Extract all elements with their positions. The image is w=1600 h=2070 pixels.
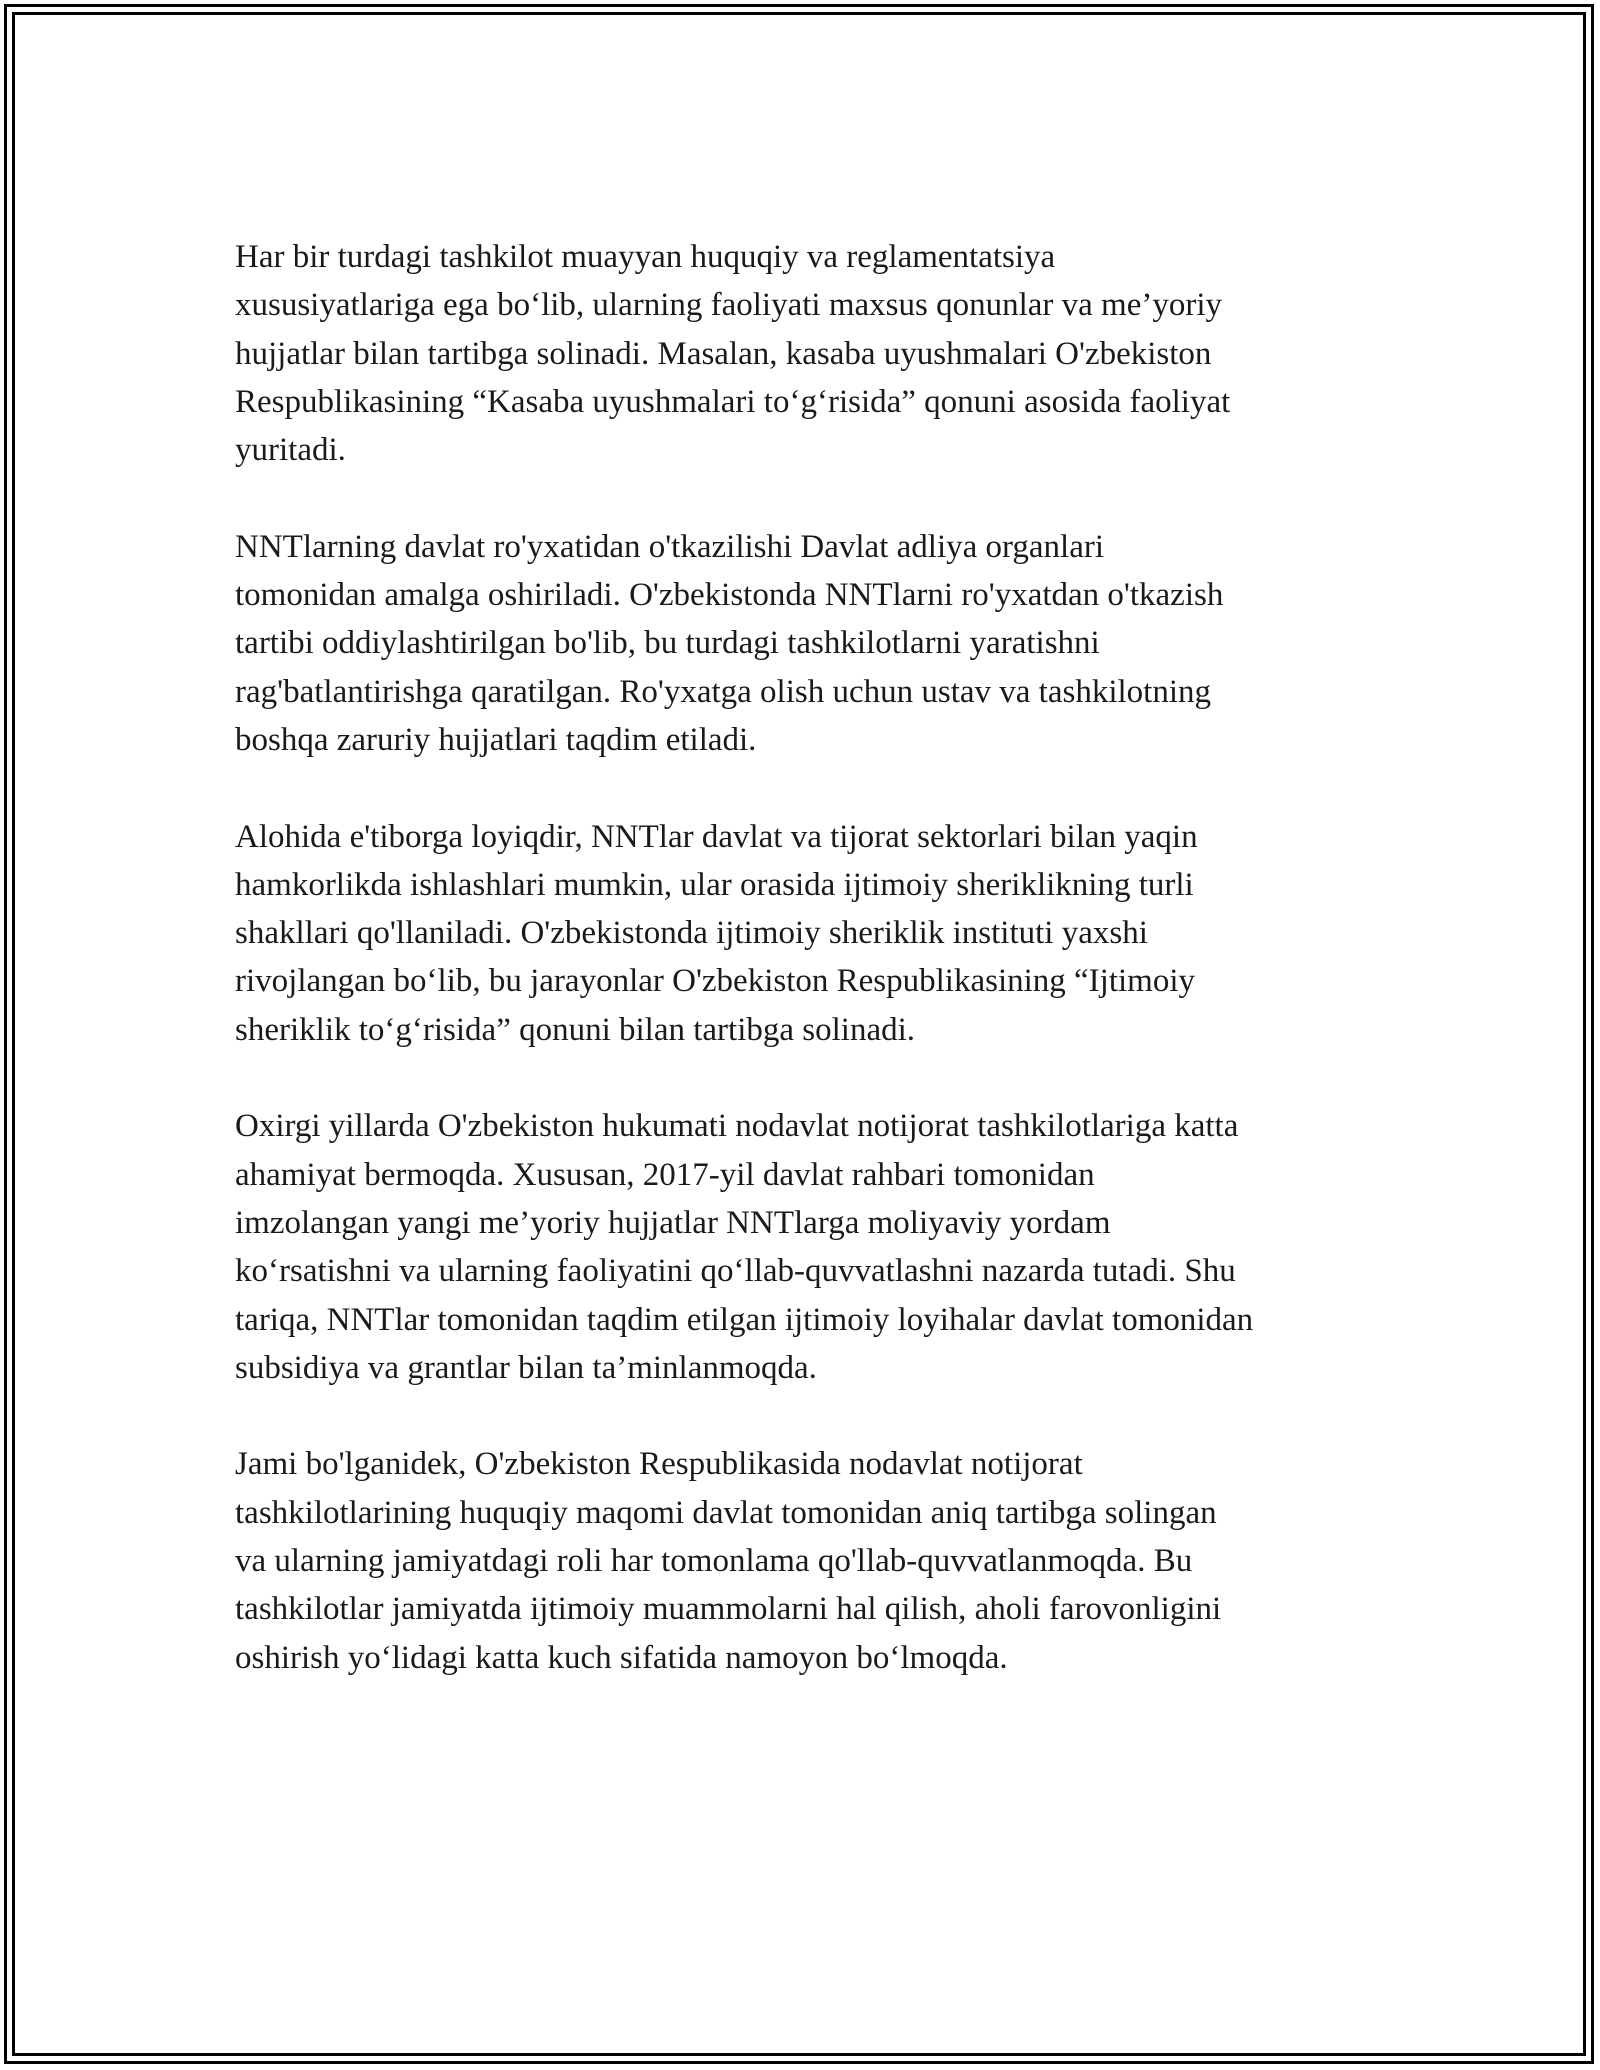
text-line: rivojlangan bo‘lib, bu jarayonlar O'zbekiston Respublikasining “Ijtimoiy <box>235 963 1196 1000</box>
paragraph-3 <box>235 813 1395 1054</box>
text-line: Respublikasining “Kasaba uyushmalari to‘g‘risida” qonuni asosida faoliyat <box>235 383 1231 420</box>
text-line: Oxirgi yillarda O'zbekiston hukumati nodavlat notijorat tashkilotlariga katta <box>235 1108 1239 1145</box>
text-line: hujjatlar bilan tartibga solinadi. Masalan, kasaba uyushmalari O'zbekiston <box>235 335 1212 372</box>
text-line: shakllari qo'llaniladi. O'zbekistonda ijtimoiy sheriklik instituti yaxshi <box>235 915 1148 952</box>
text-line: yuritadi. <box>235 432 346 469</box>
text-line: NNTlarning davlat ro'yxatidan o'tkazilishi Davlat adliya organlari <box>235 528 1105 565</box>
text-line: tariqa, NNTlar tomonidan taqdim etilgan ijtimoiy loyihalar davlat tomonidan <box>235 1301 1254 1338</box>
text-line: oshirish yo‘lidagi katta kuch sifatida namoyon bo‘lmoqda. <box>235 1639 1008 1676</box>
text-line: hamkorlikda ishlashlari mumkin, ular orasida ijtimoiy sheriklikning turli <box>235 866 1194 903</box>
text-line: subsidiya va grantlar bilan ta’minlanmoqda. <box>235 1349 817 1386</box>
text-line: Alohida e'tiborga loyiqdir, NNTlar davlat va tijorat sektorlari bilan yaqin <box>235 818 1198 855</box>
text-line: tashkilotlarining huquqiy maqomi davlat tomonidan aniq tartibga solingan <box>235 1494 1217 1531</box>
text-line: ko‘rsatishni va ularning faoliyatini qo‘llab-quvvatlashni nazarda tutadi. Shu <box>235 1253 1236 1290</box>
document-body <box>235 233 1395 1730</box>
text-line: rag'batlantirishga qaratilgan. Ro'yxatga olish uchun ustav va tashkilotning <box>235 673 1212 710</box>
text-line: tashkilotlar jamiyatda ijtimoiy muammolarni hal qilish, aholi farovonligini <box>235 1591 1222 1628</box>
text-line: boshqa zaruriy hujjatlari taqdim etiladi. <box>235 721 757 758</box>
text-line: tartibi oddiylashtirilgan bo'lib, bu turdagi tashkilotlarni yaratishni <box>235 625 1100 662</box>
paragraph-4 <box>235 1102 1395 1392</box>
paragraph-2 <box>235 523 1395 764</box>
text-line: xususiyatlariga ega bo‘lib, ularning faoliyati maxsus qonunlar va me’yoriy <box>235 287 1223 324</box>
text-line: Har bir turdagi tashkilot muayyan huquqiy va reglamentatsiya <box>235 239 1056 275</box>
text-line: ahamiyat bermoqda. Xususan, 2017-yil davlat rahbari tomonidan <box>235 1156 1095 1193</box>
text-line: tomonidan amalga oshiriladi. O'zbekistonda NNTlarni ro'yxatdan o'tkazish <box>235 577 1224 614</box>
paragraph-1 <box>235 233 1395 474</box>
text-line: sheriklik to‘g‘risida” qonuni bilan tartibga solinadi. <box>235 1011 916 1048</box>
text-line: Jami bo'lganidek, O'zbekiston Respublikasida nodavlat notijorat <box>235 1446 1083 1483</box>
text-line: imzolangan yangi me’yoriy hujjatlar NNTlarga moliyaviy yordam <box>235 1204 1111 1241</box>
text-line: va ularning jamiyatdagi roli har tomonlama qo'llab-quvvatlanmoqda. Bu <box>235 1543 1193 1580</box>
paragraph-5 <box>235 1440 1395 1681</box>
